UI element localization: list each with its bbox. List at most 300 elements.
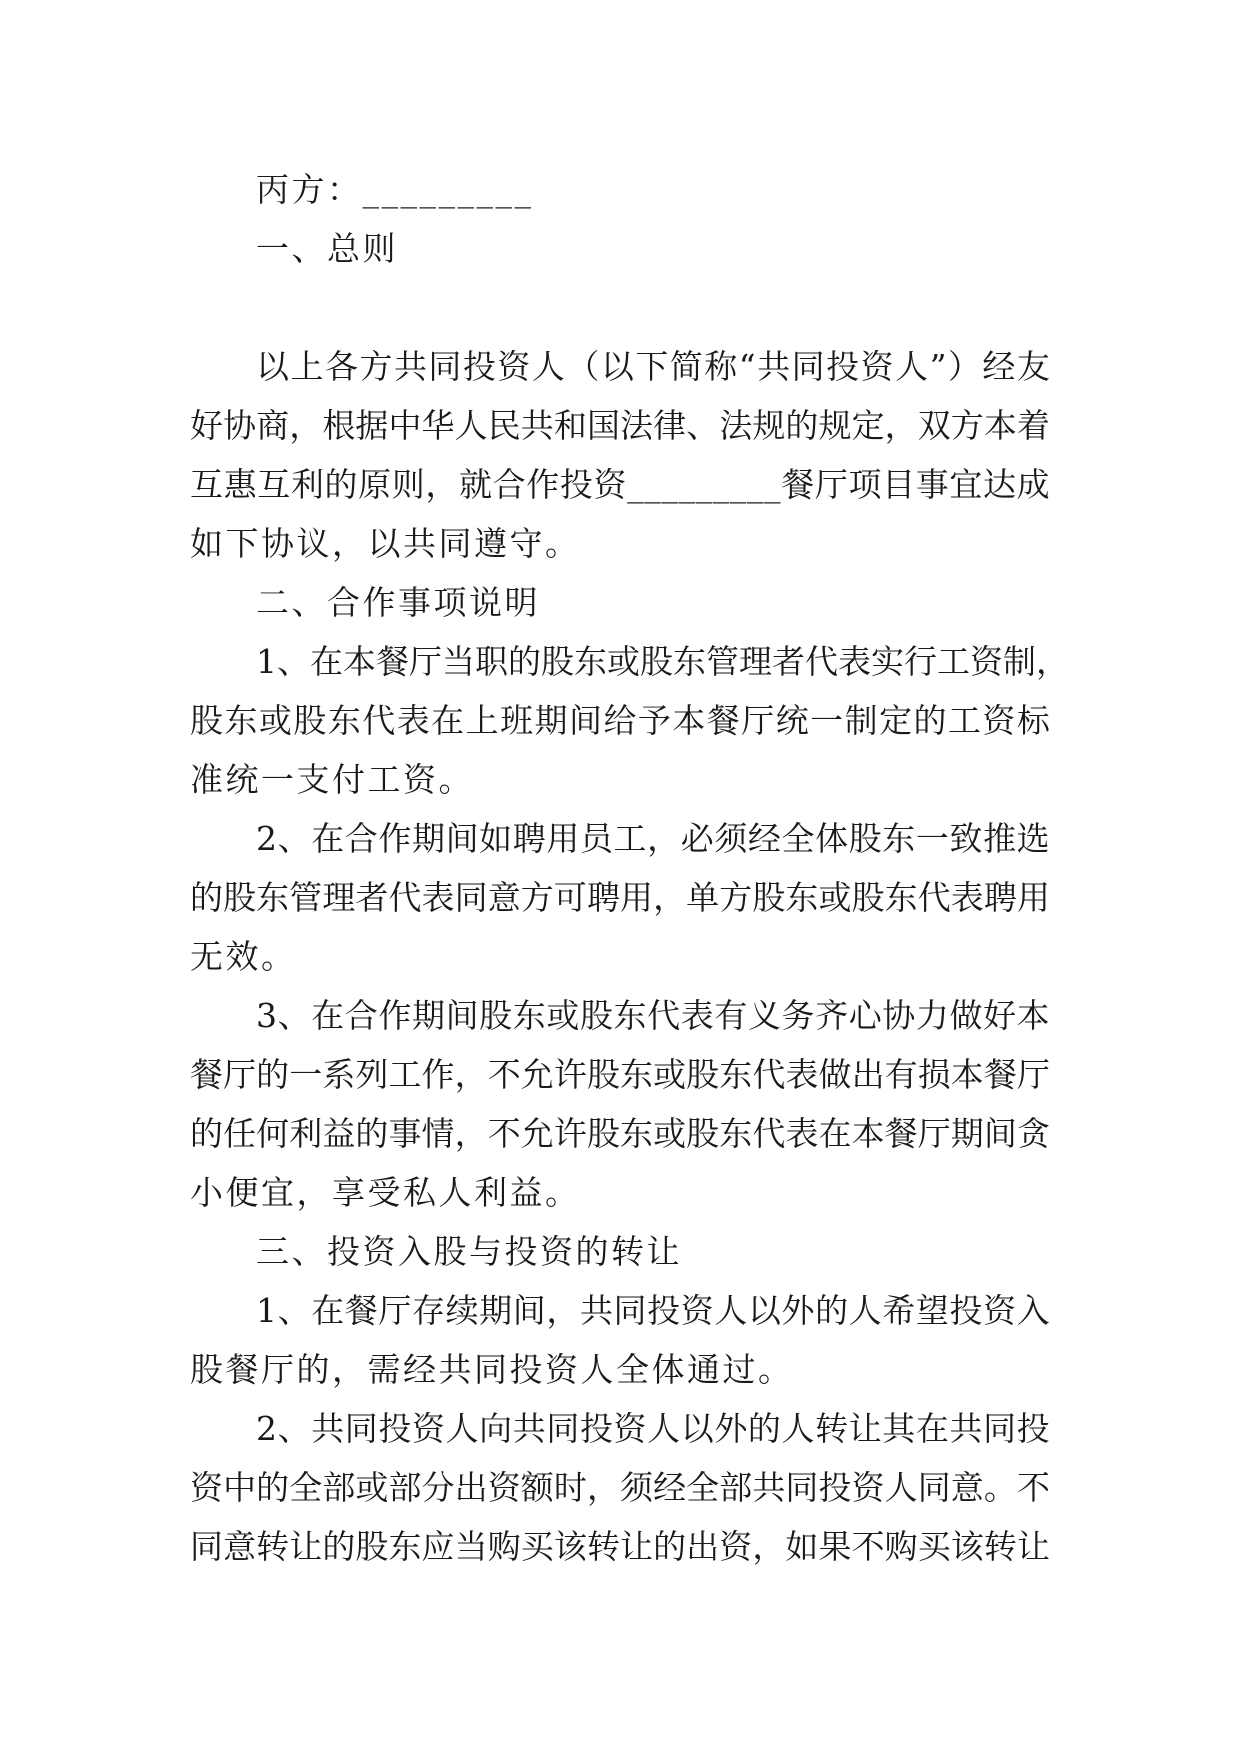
line-char: 东	[884, 878, 918, 917]
line-char: 的	[190, 878, 223, 917]
line-char: 方	[719, 878, 753, 917]
line-char: 好	[983, 996, 1017, 1035]
line-char: 人	[884, 1468, 918, 1507]
line-char: 1	[256, 642, 277, 681]
line-char: 成	[1016, 465, 1050, 504]
line-char: 达	[983, 465, 1016, 504]
line-char: 实	[871, 642, 904, 681]
line-char: 不	[487, 1114, 521, 1153]
line-char: 果	[818, 1527, 852, 1566]
line-char: 用	[546, 819, 580, 858]
line-char: 本	[1016, 996, 1050, 1035]
line-char: 东	[224, 701, 258, 740]
line-char: 方	[520, 878, 554, 917]
line-char: 在	[915, 1409, 949, 1448]
line-char: 定	[851, 406, 885, 445]
line-char: 在	[818, 1114, 852, 1153]
line-char: 本	[343, 642, 376, 681]
line-char: 在	[310, 642, 343, 681]
line-char: 同	[613, 1291, 647, 1330]
line-char: 该	[553, 1527, 587, 1566]
line-char: 定	[879, 701, 913, 740]
line-char: ，	[653, 878, 687, 917]
line-char: 本	[672, 701, 706, 740]
line-char: 投	[818, 1468, 852, 1507]
line-char: 工	[388, 1055, 422, 1094]
line-char: 股	[686, 1055, 720, 1094]
line-char: 代	[917, 878, 951, 917]
line-char: 资	[983, 1291, 1017, 1330]
line-char: 做	[818, 1055, 852, 1094]
document-line: 无效。	[190, 937, 297, 976]
line-char: 务	[781, 996, 815, 1035]
document-line: 三、投资入股与投资的转让	[256, 1232, 682, 1271]
line-char: 何	[256, 1114, 290, 1153]
line-char: 餐	[344, 1291, 378, 1330]
line-char: 聘	[983, 878, 1017, 917]
line-char: 或	[258, 701, 292, 740]
line-char: 下	[635, 347, 669, 386]
line-char: 有	[714, 996, 748, 1035]
line-char: 期	[479, 1291, 513, 1330]
line-char: 外	[714, 1409, 748, 1448]
line-char: 须	[714, 819, 748, 858]
line-char: 投	[826, 347, 860, 386]
line-char: 聘	[512, 819, 546, 858]
document-line: 丙方：_________	[256, 170, 534, 209]
line-char: _	[661, 465, 678, 504]
line-char: 予	[637, 701, 671, 740]
document-line: 股餐厅的，需经共同投资人全体通过。	[190, 1350, 794, 1389]
document-line: 准统一支付工资。	[190, 760, 474, 799]
line-char: 转	[815, 1409, 849, 1448]
line-char: 中	[223, 1468, 257, 1507]
line-char: 有	[884, 1055, 918, 1094]
line-char: 股	[293, 701, 327, 740]
line-char: 任	[223, 1114, 257, 1153]
line-char: _	[695, 465, 713, 504]
line-char: 部	[388, 1468, 422, 1507]
line-char: 转	[586, 1527, 620, 1566]
line-char: 表	[785, 1055, 819, 1094]
line-char: 作	[378, 996, 412, 1035]
line-char: _	[764, 465, 781, 504]
line-char: 系	[322, 1055, 356, 1094]
line-char: 表	[680, 996, 714, 1035]
line-char: 上	[290, 347, 324, 386]
line-char: 作	[526, 465, 560, 504]
line-char: 股	[479, 996, 513, 1035]
line-char: 餐	[706, 701, 740, 740]
line-char: 续	[445, 1291, 479, 1330]
line-char: 意	[950, 1468, 984, 1507]
line-char: 行	[904, 642, 937, 681]
document-line	[190, 1281, 1050, 1340]
document-line	[190, 1045, 1050, 1104]
line-char: 本	[950, 1055, 984, 1094]
line-char: 就	[459, 465, 492, 504]
line-char: 协	[882, 996, 916, 1035]
line-char: 同	[983, 1409, 1017, 1448]
line-char: 的	[324, 465, 358, 504]
line-char: _	[644, 465, 661, 504]
line-char: 间	[512, 1291, 546, 1330]
line-char: 友	[1016, 347, 1050, 386]
line-char: 当	[442, 642, 475, 681]
line-char: 让	[289, 1527, 323, 1566]
line-char: 代	[805, 642, 838, 681]
line-char: 不	[851, 1527, 885, 1566]
line-char: 须	[620, 1468, 654, 1507]
line-char: 聘	[586, 878, 620, 917]
line-char: 人	[895, 347, 929, 386]
line-char: 职	[475, 642, 508, 681]
line-char: 以	[600, 347, 634, 386]
line-char: 的	[653, 1527, 687, 1566]
line-char: 股	[586, 1114, 620, 1153]
line-char: 益	[322, 1114, 356, 1153]
line-char: 资	[860, 347, 894, 386]
line-char: 方	[359, 347, 393, 386]
line-char: 合	[344, 996, 378, 1035]
line-char: 同	[785, 1468, 819, 1507]
line-char: 股	[355, 1527, 389, 1566]
line-char: 齐	[815, 996, 849, 1035]
line-char: 转	[256, 1527, 290, 1566]
line-char: 法	[719, 406, 753, 445]
line-char: 3	[256, 996, 277, 1035]
line-char: 义	[747, 996, 781, 1035]
line-char: 转	[983, 1527, 1017, 1566]
line-char: 许	[553, 1114, 587, 1153]
line-char: 或	[653, 1055, 687, 1094]
document-line	[190, 1104, 1050, 1163]
line-char: 的	[256, 1468, 290, 1507]
line-char: 如	[785, 1527, 819, 1566]
line-char: 用	[1016, 878, 1050, 917]
line-char: 一	[915, 819, 949, 858]
line-char: 应	[421, 1527, 455, 1566]
document-page	[190, 160, 1069, 1576]
line-char: 厅	[1016, 1055, 1050, 1094]
line-char: 单	[686, 878, 720, 917]
line-char: 意	[487, 878, 521, 917]
line-char: 以	[747, 1291, 781, 1330]
line-char: 同	[344, 1409, 378, 1448]
line-char: ”	[929, 347, 947, 386]
line-char: ，	[752, 1527, 786, 1566]
line-char: 代	[647, 996, 681, 1035]
line-char: 本	[851, 1114, 885, 1153]
line-char: 允	[520, 1114, 554, 1153]
line-char: 共	[949, 1409, 983, 1448]
line-char: 制	[844, 701, 878, 740]
line-char: 部	[322, 1468, 356, 1507]
line-char: 国	[586, 406, 620, 445]
line-char: ，	[425, 465, 459, 504]
line-char: 可	[553, 878, 587, 917]
line-char: 同	[791, 347, 825, 386]
line-char: 投	[647, 1291, 681, 1330]
line-char: 法	[620, 406, 654, 445]
line-char: 力	[915, 996, 949, 1035]
line-char: 厅	[814, 465, 848, 504]
line-char: 双	[917, 406, 951, 445]
line-char: 互	[257, 465, 291, 504]
line-char: 间	[983, 1114, 1017, 1153]
line-char: 资	[613, 1409, 647, 1448]
line-char: 人	[531, 347, 565, 386]
line-char: 、	[277, 642, 310, 681]
line-char: 各	[324, 347, 358, 386]
line-char: 投	[1016, 1409, 1050, 1448]
line-char: 的	[913, 701, 947, 740]
document-line: 一、总则	[256, 229, 398, 268]
line-char: 或	[818, 878, 852, 917]
line-char: 、	[277, 819, 311, 858]
line-char: 资	[497, 347, 531, 386]
line-char: 共	[752, 1468, 786, 1507]
line-char: 表	[396, 701, 430, 740]
line-char: 资	[719, 1527, 753, 1566]
line-char: 律	[653, 406, 687, 445]
document-line	[190, 455, 1050, 514]
line-char: 出	[686, 1527, 720, 1566]
line-char: _	[627, 465, 644, 504]
line-char: 人	[781, 1409, 815, 1448]
line-char: 的	[815, 1291, 849, 1330]
line-char: 管	[706, 642, 739, 681]
line-char: 同	[190, 1527, 223, 1566]
line-char: 股	[223, 878, 257, 917]
line-char: 间	[445, 996, 479, 1035]
line-char: 2	[256, 819, 277, 858]
line-char: 好	[190, 406, 223, 445]
line-char: 期	[411, 819, 445, 858]
line-char: 选	[1016, 819, 1050, 858]
line-char: 共	[579, 1291, 613, 1330]
line-char: 的	[322, 1527, 356, 1566]
line-char: 以	[680, 1409, 714, 1448]
line-char: 员	[579, 819, 613, 858]
line-char: 共	[520, 406, 554, 445]
line-char: 经	[982, 347, 1016, 386]
line-char: 、	[277, 996, 311, 1035]
line-char: 希	[882, 1291, 916, 1330]
line-char: 在	[311, 1291, 345, 1330]
line-char: 买	[520, 1527, 554, 1566]
line-char: 在	[431, 701, 465, 740]
line-char: 称	[704, 347, 738, 386]
line-char: 本	[983, 406, 1017, 445]
line-char: ，	[454, 1114, 488, 1153]
line-char: 资	[970, 642, 1003, 681]
line-char: 在	[311, 996, 345, 1035]
line-char: 的	[785, 406, 819, 445]
line-char: 在	[311, 819, 345, 858]
line-char: 让	[1016, 1527, 1050, 1566]
line-char: 管	[289, 878, 323, 917]
line-char: 表	[950, 878, 984, 917]
line-char: 厅	[409, 642, 442, 681]
line-char: 资	[411, 1409, 445, 1448]
line-char: 资	[487, 1468, 521, 1507]
line-char: ，	[454, 1055, 488, 1094]
line-char: 致	[949, 819, 983, 858]
line-char: 部	[719, 1468, 753, 1507]
line-char: 餐	[376, 642, 409, 681]
line-char: 的	[508, 642, 541, 681]
line-char: 同	[917, 1468, 951, 1507]
line-char: 存	[411, 1291, 445, 1330]
line-char: 资	[851, 1468, 885, 1507]
line-char: 投	[559, 465, 593, 504]
line-char: 股	[686, 1114, 720, 1153]
line-char: 上	[465, 701, 499, 740]
line-char: 同	[428, 347, 462, 386]
line-char: 出	[851, 1055, 885, 1094]
line-char: 资	[982, 701, 1016, 740]
line-char: 以	[256, 347, 289, 386]
line-char: 表	[785, 1114, 819, 1153]
line-char: 共	[393, 347, 427, 386]
line-char: 损	[917, 1055, 951, 1094]
document-line: 如下协议，以共同遵守。	[190, 524, 581, 563]
line-char: 商	[256, 406, 290, 445]
line-char: 必	[680, 819, 714, 858]
line-char: 股	[541, 642, 574, 681]
line-char: 允	[520, 1055, 554, 1094]
line-char: 或	[607, 642, 640, 681]
line-char: 的	[747, 1409, 781, 1448]
line-char: 望	[915, 1291, 949, 1330]
line-char: 投	[378, 1409, 412, 1448]
document-line	[190, 337, 1050, 396]
line-char: 情	[421, 1114, 455, 1153]
line-char: 共	[757, 347, 791, 386]
line-char: 一	[289, 1055, 323, 1094]
document-line	[190, 986, 1050, 1045]
line-char: 餐	[190, 1055, 223, 1094]
line-char: 事	[388, 1114, 422, 1153]
line-char: 体	[815, 819, 849, 858]
line-char: ）	[947, 347, 981, 386]
line-char: 投	[462, 347, 496, 386]
line-char: 简	[669, 347, 703, 386]
line-char: 期	[950, 1114, 984, 1153]
line-char: 东	[620, 1055, 654, 1094]
line-char: 、	[277, 1409, 311, 1448]
line-char: 股	[586, 1055, 620, 1094]
line-char: 时	[553, 1468, 587, 1507]
line-char: 规	[752, 406, 786, 445]
line-char: 间	[568, 701, 602, 740]
line-char: 股	[851, 878, 885, 917]
line-char: （	[566, 347, 600, 386]
line-char: _	[747, 465, 764, 504]
line-char: 东	[882, 819, 916, 858]
line-char: 出	[454, 1468, 488, 1507]
line-char: 代	[752, 1114, 786, 1153]
line-char: 表	[421, 878, 455, 917]
line-char: 同	[454, 878, 488, 917]
line-char: 惠	[223, 465, 257, 504]
line-char: 同	[546, 1409, 580, 1448]
line-char: 全	[686, 1468, 720, 1507]
document-line	[190, 1399, 1050, 1458]
line-char: 用	[620, 878, 654, 917]
line-char: 中	[388, 406, 422, 445]
line-char: 班	[500, 701, 534, 740]
line-char: 全	[289, 1468, 323, 1507]
line-char: 规	[818, 406, 852, 445]
line-char: 资	[593, 465, 627, 504]
line-char: 期	[534, 701, 568, 740]
line-char: 意	[223, 1527, 257, 1566]
line-char: 目	[882, 465, 916, 504]
line-char: 东	[613, 996, 647, 1035]
line-char: 合	[344, 819, 378, 858]
line-char: 者	[772, 642, 805, 681]
line-char: 工	[613, 819, 647, 858]
line-char: 推	[983, 819, 1017, 858]
line-char: ，	[546, 1291, 580, 1330]
line-char: 宜	[949, 465, 983, 504]
line-char: ，	[884, 406, 918, 445]
line-char: 股	[848, 819, 882, 858]
line-char: 其	[882, 1409, 916, 1448]
line-char: 事	[915, 465, 949, 504]
line-char: 项	[848, 465, 882, 504]
line-char: 工	[937, 642, 970, 681]
line-char: 东	[327, 701, 361, 740]
line-char: 做	[949, 996, 983, 1035]
line-char: 1	[256, 1291, 277, 1330]
line-char: 资	[680, 1291, 714, 1330]
line-char: 东	[388, 1527, 422, 1566]
line-char: 股	[579, 996, 613, 1035]
line-char: 餐	[983, 1055, 1017, 1094]
line-char: 资	[190, 1468, 223, 1507]
document-line	[190, 632, 1069, 691]
line-char: 给	[603, 701, 637, 740]
line-char: 者	[355, 878, 389, 917]
line-char: 共	[512, 1409, 546, 1448]
line-char: 不	[487, 1055, 521, 1094]
line-char: 厅	[378, 1291, 412, 1330]
line-char: 统	[775, 701, 809, 740]
line-char: 。	[983, 1468, 1017, 1507]
line-char: 协	[223, 406, 257, 445]
line-char: 人	[454, 406, 488, 445]
line-char: 或	[355, 1468, 389, 1507]
line-char: 全	[781, 819, 815, 858]
line-char: 表	[838, 642, 871, 681]
line-char: 额	[520, 1468, 554, 1507]
line-char: 华	[421, 406, 455, 445]
line-char: 的	[190, 1114, 223, 1153]
line-char: 代	[362, 701, 396, 740]
line-char: 东	[256, 878, 290, 917]
line-char: 向	[479, 1409, 513, 1448]
line-char: 人	[647, 1409, 681, 1448]
line-char: 厅	[223, 1055, 257, 1094]
line-char: 东	[620, 1114, 654, 1153]
document-line	[190, 868, 1050, 927]
line-char: 列	[355, 1055, 389, 1094]
line-char: 不	[1016, 1468, 1050, 1507]
line-char: 如	[479, 819, 513, 858]
